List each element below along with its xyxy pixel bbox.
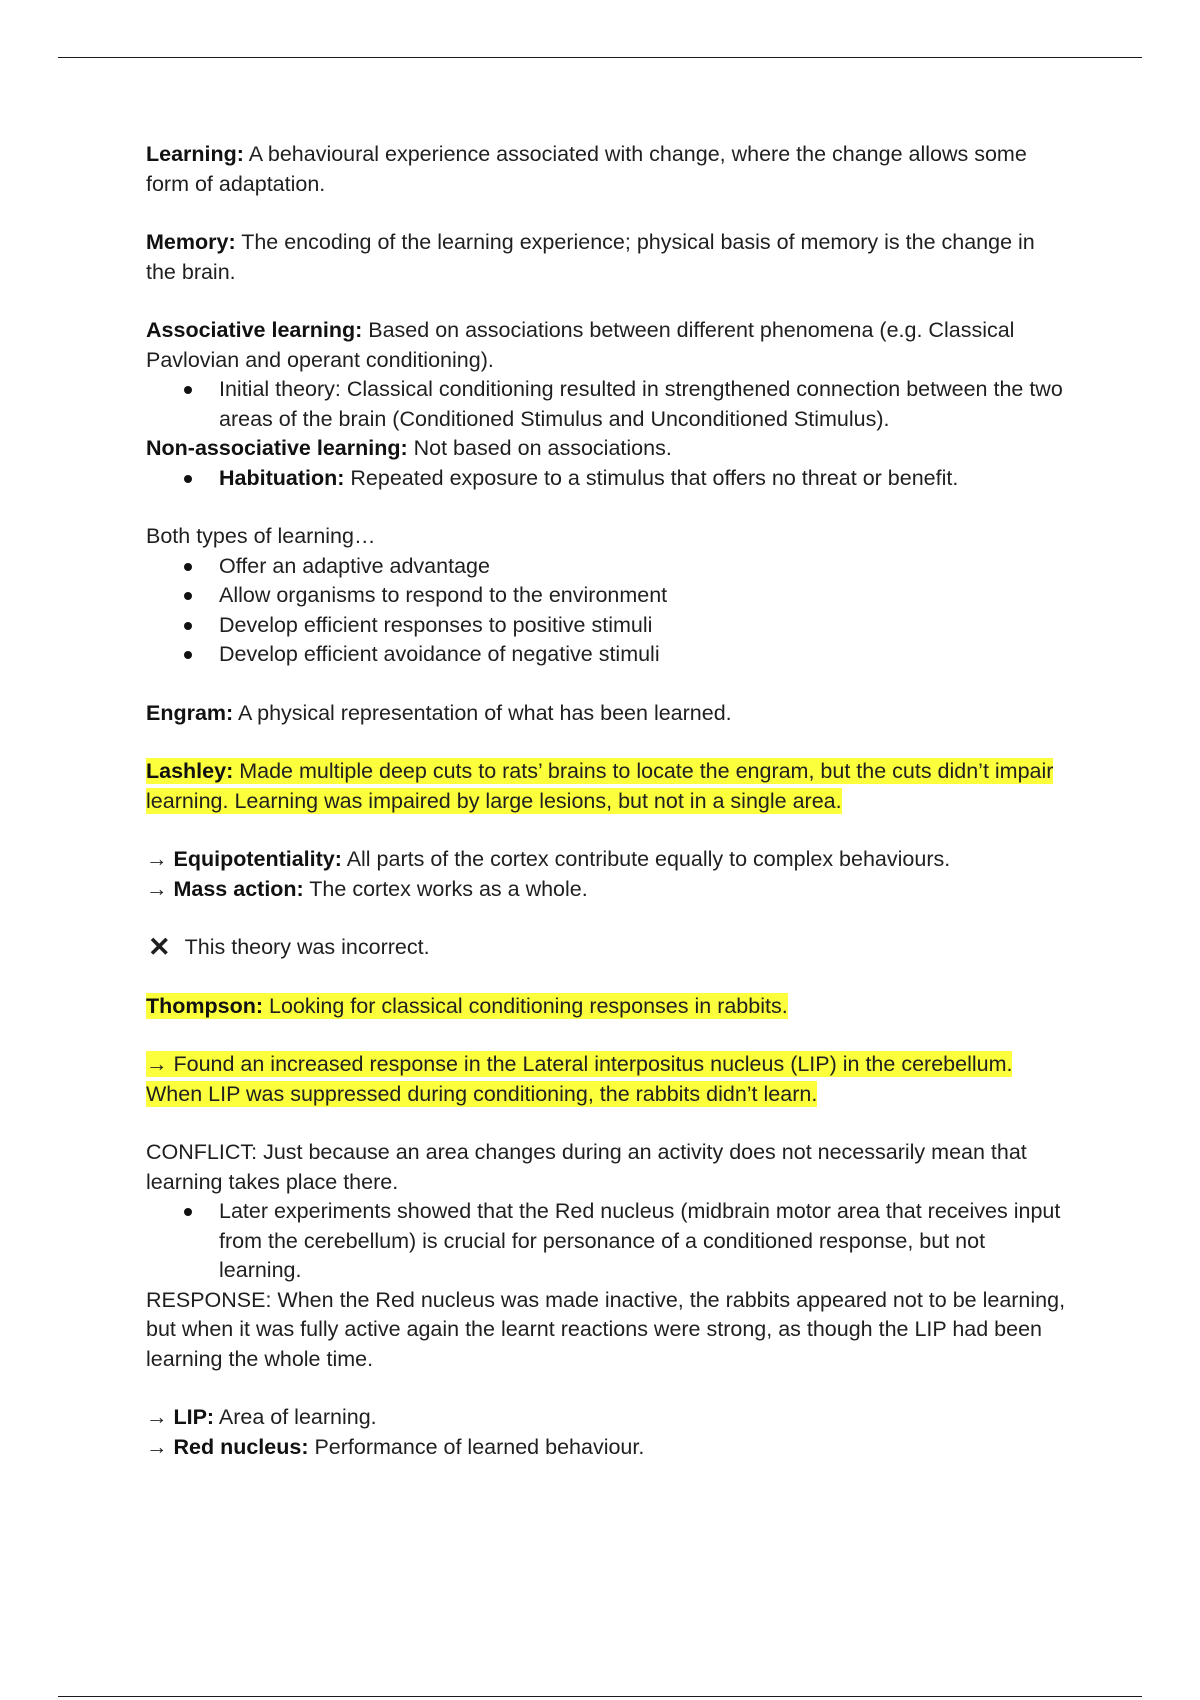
term-learning: Learning: [146,142,244,166]
definition-text: A behavioural experience associated with change, where the change allows some form of adaptation. [146,142,1027,196]
response-paragraph: RESPONSE: When the Red nucleus was made inactive, the rabbits appeared not to be learning, but when it was fully active again the learnt reactions were strong, as though the LIP had been learning the whole time. [146,1287,1066,1371]
list-item [146,464,1066,494]
term-engram: Engram: [146,700,234,725]
arrow: → [146,876,174,901]
definition-text: All parts of the cortex contribute equally to complex behaviours. [341,847,951,871]
thompson-paragraph [146,992,1066,1022]
definition-text: Based on associations between different phenomena (e.g. Classical Pavlovian and operant conditioning). [146,318,1015,372]
term-mass-action: Mass action: [173,876,304,901]
lip-summary-line [146,1403,1066,1433]
term-habituation: Habituation: [219,465,345,490]
arrow: → [146,847,174,871]
term-lashley: Lashley: [146,759,234,783]
note-text: This theory was incorrect. [184,935,430,959]
conflict-paragraph: CONFLICT: Just because an area changes during an activity does not necessarily mean that learning takes place there. [146,1140,1027,1194]
definition-text: Not based on associations. [407,436,672,460]
highlight [146,758,1053,814]
highlighted-text: Looking for classical conditioning responses in rabbits. [263,993,788,1018]
list-item: Develop efficient responses to positive stimuli [146,611,1066,641]
list-item: Offer an adaptive advantage [146,552,1066,582]
definition-text: A physical representation of what has been learned. [233,700,732,725]
list-item: Develop efficient avoidance of negative stimuli [146,640,1066,670]
list-item: Initial theory: Classical conditioning resulted in strengthened connection between the two areas of the brain (Conditioned Stimulus and Unconditioned Stimulus). [146,375,1066,434]
term-memory: Memory: [146,230,236,254]
footer-rule [58,1696,1142,1697]
both-types-intro: Both types of learning… [146,524,376,548]
highlighted-text: Made multiple deep cuts to rats’ brains to locate the engram, but the cuts didn’t impair learning. Learning was impaired by large lesions, but not in a single area. [146,759,1054,813]
definition-text: Performance of learned behaviour. [308,1434,645,1459]
term-red-nucleus: Red nucleus: [173,1434,309,1459]
notes-body [146,140,1066,1462]
conflict-bullets [146,1197,1066,1286]
definition-learning [146,140,1066,199]
definition-memory [146,228,1066,287]
highlighted-text: → Found an increased response in the Lateral interpositus nucleus (LIP) in the cerebellum. When LIP was suppressed during conditioning, the rabbits didn’t learn. [146,1052,1013,1106]
highlight [146,993,788,1019]
red-nucleus-summary-line [146,1433,1066,1463]
definition-text: The cortex works as a whole. [303,876,588,901]
arrow: → [146,1434,174,1459]
term-thompson: Thompson: [146,993,264,1018]
cross-icon: ✕ [148,932,171,963]
non-associative-bullets [146,464,1066,494]
arrow: → [146,1405,174,1429]
term-lip: LIP: [173,1405,215,1429]
list-item: Later experiments showed that the Red nucleus (midbrain motor area that receives input from the cerebellum) is crucial for personance of a conditioned response, but not learning. [146,1197,1066,1286]
equipotentiality-line [146,845,1066,875]
lip-finding-paragraph [146,1050,1066,1109]
definition-non-associative-learning [146,434,1066,464]
term-non-associative-learning: Non-associative learning: [146,436,408,460]
term-associative-learning: Associative learning: [146,318,363,342]
definition-text: Repeated exposure to a stimulus that offers no threat or benefit. [344,465,959,490]
mass-action-line [146,875,1066,905]
term-equipotentiality: Equipotentiality: [173,847,342,871]
incorrect-note [146,933,1066,963]
associative-bullets [146,375,1066,434]
header-rule [58,57,1142,58]
lashley-paragraph [146,757,1066,816]
definition-text: The encoding of the learning experience; physical basis of memory is the change in the brain. [146,230,1035,284]
definition-engram [146,699,1066,729]
list-item: Allow organisms to respond to the environment [146,581,1066,611]
definition-text: Area of learning. [214,1405,377,1429]
both-types-bullets [146,552,1066,670]
definition-associative-learning [146,316,1066,375]
